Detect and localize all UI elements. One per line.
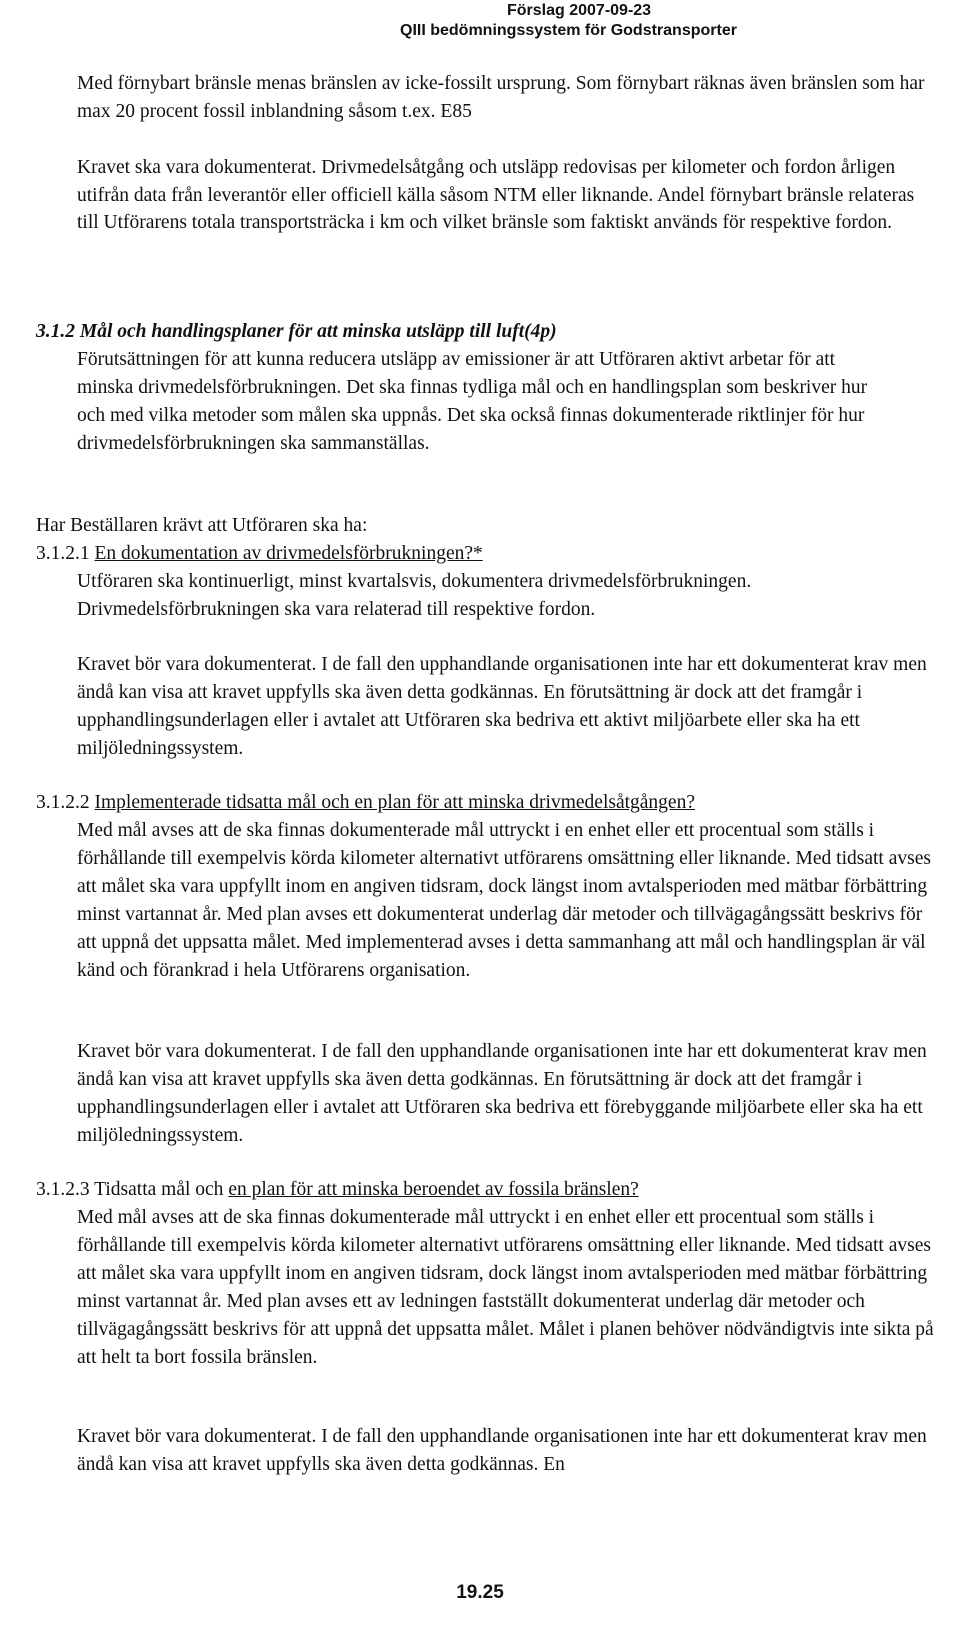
item-heading-3-1-2-2 [36, 789, 695, 817]
item-heading-3-1-2-1 [36, 540, 483, 568]
item-title: Implementerade tidsatta mål och en plan för att minska drivmedelsåtgången? [94, 792, 695, 813]
page-number: 19.25 [456, 1582, 504, 1603]
item-number: 3.1.2.3 [36, 1179, 90, 1200]
item-number: 3.1.2.2 [36, 792, 90, 813]
item-requirement-3-1-2-2: Kravet bör vara dokumenterat. I de fall den upphandlande organisationen inte har ett dokumenterat krav men ändå kan visa att kravet uppfylls ska även detta godkännas. En förutsättning är dock att det framgår i upphandlingsunderlagen eller i avtalet att Utföraren ska bedriva ett förebyggande miljöarbete eller ska ha ett miljöledningssystem. [77, 1041, 927, 1146]
section-title: 3.1.2 Mål och handlingsplaner för att minska utsläpp till luft(4p) [36, 321, 557, 342]
section-lead: Har Beställaren krävt att Utföraren ska ha: [36, 515, 368, 536]
item-number: 3.1.2.1 [36, 543, 90, 564]
item-body-3-1-2-1: Utföraren ska kontinuerligt, minst kvartalsvis, dokumentera drivmedelsförbrukningen. Drivmedelsförbrukningen ska vara relaterad till respektive fordon. [77, 571, 752, 620]
item-requirement-3-1-2-1: Kravet bör vara dokumenterat. I de fall den upphandlande organisationen inte har ett dokumenterat krav men ändå kan visa att kravet uppfylls ska även detta godkännas. En förutsättning är dock att det framgår i upphandlingsunderlagen eller i avtalet att Utföraren ska bedriva ett aktivt miljöarbete eller ska ha ett miljöledningssystem. [77, 654, 927, 759]
header-date-line: Förslag 2007-09-23 [507, 2, 652, 19]
item-heading-3-1-2-3 [36, 1176, 639, 1204]
item-title: en plan för att minska beroendet av fossila bränslen? [228, 1179, 639, 1200]
header-title-line: QIII bedömningssystem för Godstransporter [400, 22, 737, 39]
section-body: Förutsättningen för att kunna reducera utsläpp av emissioner är att Utföraren aktivt arbetar för att minska drivmedelsförbrukningen. Det ska finnas tydliga mål och en handlingsplan som beskriver hur och med vilka metoder som målen ska uppnås. Det ska också finnas dokumenterade riktlinjer för hur drivmedelsförbrukningen ska sammanställas. [77, 349, 868, 454]
intro-paragraph-2: Kravet ska vara dokumenterat. Drivmedelsåtgång och utsläpp redovisas per kilometer och fordon årligen utifrån data från leverantör eller officiell källa såsom NTM eller liknande. Andel förnybart bränsle relateras till Utförarens totala transportsträcka i km och vilket bränsle som faktiskt används för respektive fordon. [77, 157, 915, 233]
item-body-3-1-2-2: Med mål avses att de ska finnas dokumenterade mål uttryckt i en enhet eller ett procentual som ställs i förhållande till exempelvis körda kilometer alternativt utförarens omsättning eller liknande. Med tidsatt avses att målet ska vara uppfyllt inom en angiven tidsram, dock längst inom avtalsperioden med mätbar förbättring minst vartannat år. Med plan avses ett dokumenterat underlag där metoder och tillvägagångssätt beskrivs för att uppnå det uppsatta målet. Med implementerad avses i detta sammanhang att mål och handlingsplan är väl känd och förankrad i hela Utförarens organisation. [77, 820, 931, 981]
item-requirement-3-1-2-3: Kravet bör vara dokumenterat. I de fall den upphandlande organisationen inte har ett dokumenterat krav men ändå kan visa att kravet uppfylls ska även detta godkännas. En [77, 1426, 927, 1475]
item-body-3-1-2-3: Med mål avses att de ska finnas dokumenterade mål uttryckt i en enhet eller ett procentual som ställs i förhållande till exempelvis körda kilometer alternativt utförarens omsättning eller liknande. Med tidsatt avses att målet ska vara uppfyllt inom en angiven tidsram, dock längst inom avtalsperioden med mätbar förbättring minst vartannat år. Med plan avses ett av ledningen fastställt dokumenterat underlag där metoder och tillvägagångssätt beskrivs för att uppnå det uppsatta målet. Målet i planen behöver nödvändigtvis inte sikta på att helt ta bort fossila bränslen. [77, 1207, 934, 1368]
item-title-suffix: * [473, 543, 483, 564]
item-title: En dokumentation av drivmedelsförbrukningen? [94, 543, 474, 564]
intro-paragraph-1: Med förnybart bränsle menas bränslen av icke-fossilt ursprung. Som förnybart räknas även bränslen som har max 20 procent fossil inblandning såsom t.ex. E85 [77, 73, 925, 122]
item-title-plain: Tidsatta mål och [94, 1179, 224, 1200]
